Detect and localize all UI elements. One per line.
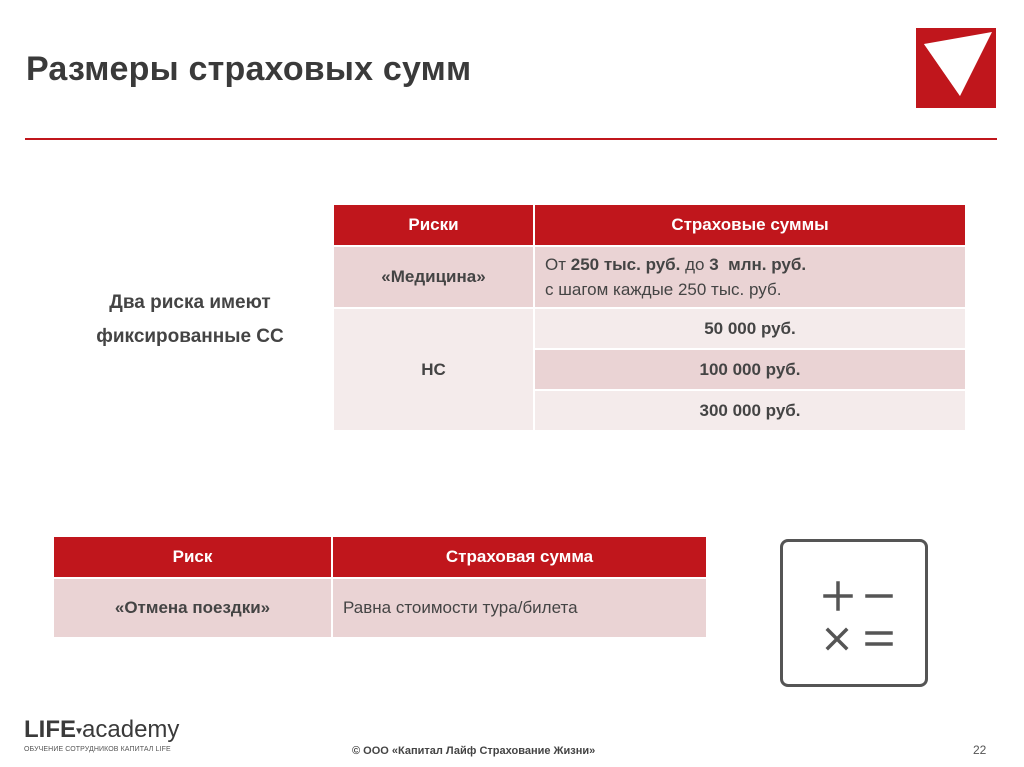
brand-rest: academy [82, 716, 180, 743]
page-title: Размеры страховых сумм [26, 50, 472, 88]
sum-medicine [535, 245, 965, 307]
sum-medicine-pre: От [545, 255, 571, 274]
sum-medicine-mid: до [680, 255, 710, 274]
trip-cancel-table [54, 537, 706, 637]
brand-bold: LIFE [24, 716, 76, 743]
brand-name [24, 716, 179, 744]
sum-ns-2: 100 000 руб. [535, 348, 965, 389]
sum-trip-cancel: Равна стоимости тура/билета [333, 577, 706, 637]
sum-ns-1: 50 000 руб. [535, 307, 965, 348]
risks-table [334, 205, 965, 430]
calculator-symbols-icon [780, 539, 928, 687]
risk-ns: НС [334, 307, 535, 430]
risk-medicine: «Медицина» [334, 245, 535, 307]
header-sum: Страховая сумма [333, 537, 706, 577]
note-line-1: Два риска имеют [109, 292, 271, 313]
header-risk: Риск [54, 537, 333, 577]
header-risks: Риски [334, 205, 535, 245]
red-triangle-logo-icon [916, 28, 996, 108]
page-number: 22 [973, 743, 987, 757]
title-divider [25, 138, 997, 140]
copyright-text: © ООО «Капитал Лайф Страхование Жизни» [352, 745, 596, 757]
risk-trip-cancel: «Отмена поездки» [54, 577, 333, 637]
footer-brand-logo [24, 716, 199, 756]
sum-medicine-to: 3 млн. руб. [709, 255, 807, 274]
calculator-glyphs [783, 542, 925, 684]
note-line-2: фиксированные СС [96, 326, 284, 347]
brand-subtitle: ОБУЧЕНИЕ СОТРУДНИКОВ КАПИТАЛ LIFE [24, 746, 171, 753]
fixed-sums-note [70, 286, 310, 354]
header-sums: Страховые суммы [535, 205, 965, 245]
sum-medicine-step: с шагом каждые 250 тыс. руб. [545, 280, 782, 299]
sum-ns-3: 300 000 руб. [535, 389, 965, 430]
graduation-cap-icon: ▾ [76, 723, 83, 738]
sum-medicine-from: 250 тыс. руб. [570, 255, 681, 274]
